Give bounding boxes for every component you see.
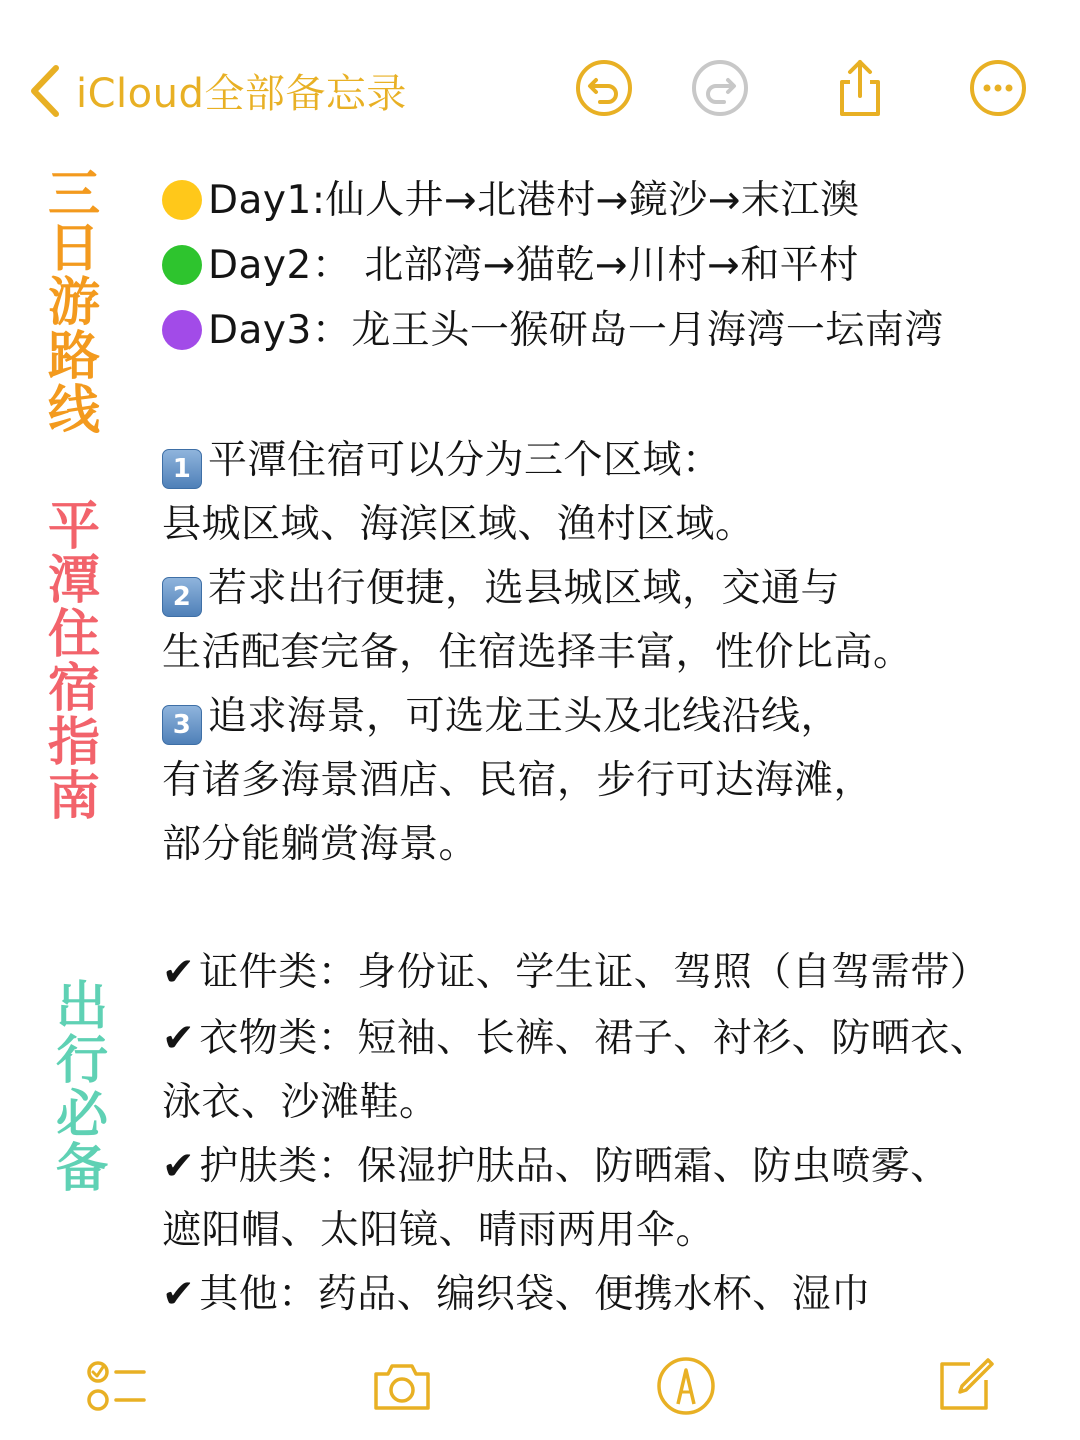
more-icon [968, 58, 1028, 118]
more-button[interactable] [968, 58, 1028, 118]
undo-icon [574, 58, 634, 118]
lodging-line-7: 部分能躺赏海景。 [162, 822, 479, 867]
undo-button[interactable] [574, 58, 634, 118]
lodging-line-5 [162, 692, 840, 745]
route-day2-text: Day2： 北部湾→猫乾→川村→和平村 [208, 243, 859, 288]
keycap-1-icon: 1 [162, 449, 202, 489]
packing-text-4: 护肤类：保湿护肤品、防晒霜、防虫喷雾、 [199, 1144, 950, 1189]
route-day1-text: Day1:仙人井→北港村→鏡沙→末江澳 [208, 178, 860, 223]
yellow-circle-icon [162, 180, 202, 220]
lodging-line-4: 生活配套完备，住宿选择丰富，性价比高。 [162, 630, 913, 675]
lodging-text-5: 追求海景，可选龙王头及北线沿线， [208, 694, 841, 739]
packing-text-6: 其他：药品、编织袋、便携水杯、湿巾 [199, 1272, 871, 1317]
packing-line-6 [162, 1270, 871, 1320]
lodging-line-3 [162, 564, 840, 617]
camera-icon [370, 1354, 434, 1418]
packing-line-4 [162, 1142, 950, 1192]
route-day3-text: Day3：龙王头一猴研岛一月海湾一坛南湾 [208, 308, 944, 353]
green-circle-icon [162, 245, 202, 285]
redo-icon [690, 58, 750, 118]
redo-button[interactable] [690, 58, 750, 118]
camera-button[interactable] [370, 1354, 434, 1418]
packing-line-5: 遮阳帽、太阳镜、晴雨两用伞。 [162, 1208, 716, 1253]
checkmark-icon: ✔ [162, 1016, 196, 1061]
checkmark-icon: ✔ [162, 1144, 196, 1189]
packing-line-1 [162, 948, 989, 998]
lodging-heading: 平潭住宿指南 [47, 497, 100, 827]
markup-button[interactable] [654, 1354, 718, 1418]
route-day2 [162, 241, 859, 291]
keycap-3-icon: 3 [162, 705, 202, 745]
route-heading: 三日游路线 [47, 165, 100, 441]
lodging-line-6: 有诸多海景酒店、民宿，步行可达海滩， [162, 758, 874, 803]
share-icon [830, 58, 890, 118]
purple-circle-icon [162, 310, 202, 350]
keycap-2-icon: 2 [162, 577, 202, 617]
checklist-button[interactable] [84, 1354, 148, 1418]
lodging-line-2: 县城区域、海滨区域、渔村区域。 [162, 502, 755, 547]
packing-line-2 [162, 1014, 989, 1064]
top-navigation-bar [0, 0, 1080, 160]
checklist-icon [84, 1354, 148, 1418]
packing-heading: 出行必备 [55, 977, 108, 1199]
compose-button[interactable] [932, 1354, 996, 1418]
route-day1 [162, 176, 860, 226]
route-day3 [162, 306, 944, 356]
chevron-left-icon [28, 64, 62, 118]
packing-text-2: 衣物类：短袖、长裤、裙子、衬衫、防晒衣、 [199, 1016, 990, 1061]
lodging-line-1 [162, 436, 722, 489]
share-button[interactable] [830, 58, 890, 118]
packing-line-3: 泳衣、沙滩鞋。 [162, 1080, 439, 1125]
back-label: iCloud全部备忘录 [76, 71, 407, 117]
lodging-text-3: 若求出行便捷，选县城区域，交通与 [208, 566, 841, 611]
markup-pen-icon [654, 1354, 718, 1418]
compose-icon [932, 1354, 996, 1418]
checkmark-icon: ✔ [162, 950, 196, 995]
back-button[interactable] [28, 62, 407, 119]
lodging-text-1: 平潭住宿可以分为三个区域： [208, 438, 722, 483]
packing-text-1: 证件类：身份证、学生证、驾照（自驾需带） [199, 950, 990, 995]
checkmark-icon: ✔ [162, 1272, 196, 1317]
